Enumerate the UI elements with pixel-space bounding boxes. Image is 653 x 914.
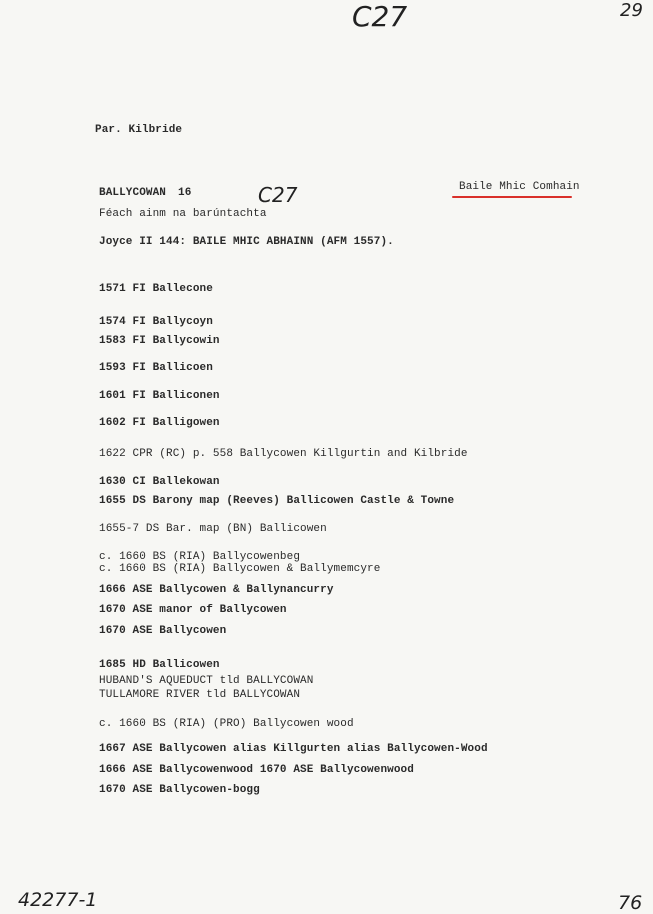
- record-line: 1602 FI Balligowen: [99, 417, 220, 429]
- record-line: 1666 ASE Ballycowen & Ballynancurry: [99, 584, 334, 596]
- note-line: Féach ainm na barúntachta: [99, 208, 267, 220]
- record-line: 1571 FI Ballecone: [99, 283, 213, 295]
- irish-name-underline: [452, 196, 572, 198]
- handwritten-number-bottom: 76: [618, 892, 643, 914]
- irish-name: Baile Mhic Comhain: [459, 181, 580, 193]
- record-line: 1574 FI Ballycoyn: [99, 316, 213, 328]
- handwritten-code-heading: C27: [258, 183, 298, 207]
- record-line: 1583 FI Ballycowin: [99, 335, 220, 347]
- record-line: 1667 ASE Ballycowen alias Killgurten alias Ballycowen-Wood: [99, 743, 488, 755]
- townland-heading: BALLYCOWAN: [99, 187, 167, 199]
- record-line: HUBAND'S AQUEDUCT tld BALLYCOWAN: [99, 675, 314, 687]
- record-line: 1685 HD Ballicowen: [99, 659, 220, 671]
- record-line: 1593 FI Ballicoen: [99, 362, 213, 374]
- record-line: 1670 ASE manor of Ballycowen: [99, 604, 287, 616]
- record-line: 1655-7 DS Bar. map (BN) Ballicowen: [99, 523, 327, 535]
- handwritten-page-number: 29: [620, 0, 643, 21]
- handwritten-code-top: C27: [352, 0, 408, 33]
- record-line: 1655 DS Barony map (Reeves) Ballicowen Castle & Towne: [99, 495, 455, 507]
- parish-label: Par. Kilbride: [95, 124, 183, 136]
- record-line: c. 1660 BS (RIA) Ballycowenbeg: [99, 551, 301, 563]
- record-line: 1622 CPR (RC) p. 558 Ballycowen Killgurtin and Kilbride: [99, 448, 468, 460]
- townland-number: 16: [178, 187, 192, 199]
- record-line: c. 1660 BS (RIA) (PRO) Ballycowen wood: [99, 718, 354, 730]
- record-line: TULLAMORE RIVER tld BALLYCOWAN: [99, 689, 301, 701]
- record-line: 1601 FI Balliconen: [99, 390, 220, 402]
- joyce-reference: Joyce II 144: BAILE MHIC ABHAINN (AFM 1557).: [99, 236, 394, 248]
- record-line: 1670 ASE Ballycowen-bogg: [99, 784, 260, 796]
- record-line: 1670 ASE Ballycowen: [99, 625, 227, 637]
- record-line: 1630 CI Ballekowan: [99, 476, 220, 488]
- record-line: c. 1660 BS (RIA) Ballycowen & Ballymemcyre: [99, 563, 381, 575]
- handwritten-reference-bottom: 42277-1: [18, 889, 98, 911]
- record-line: 1666 ASE Ballycowenwood 1670 ASE Ballycowenwood: [99, 764, 414, 776]
